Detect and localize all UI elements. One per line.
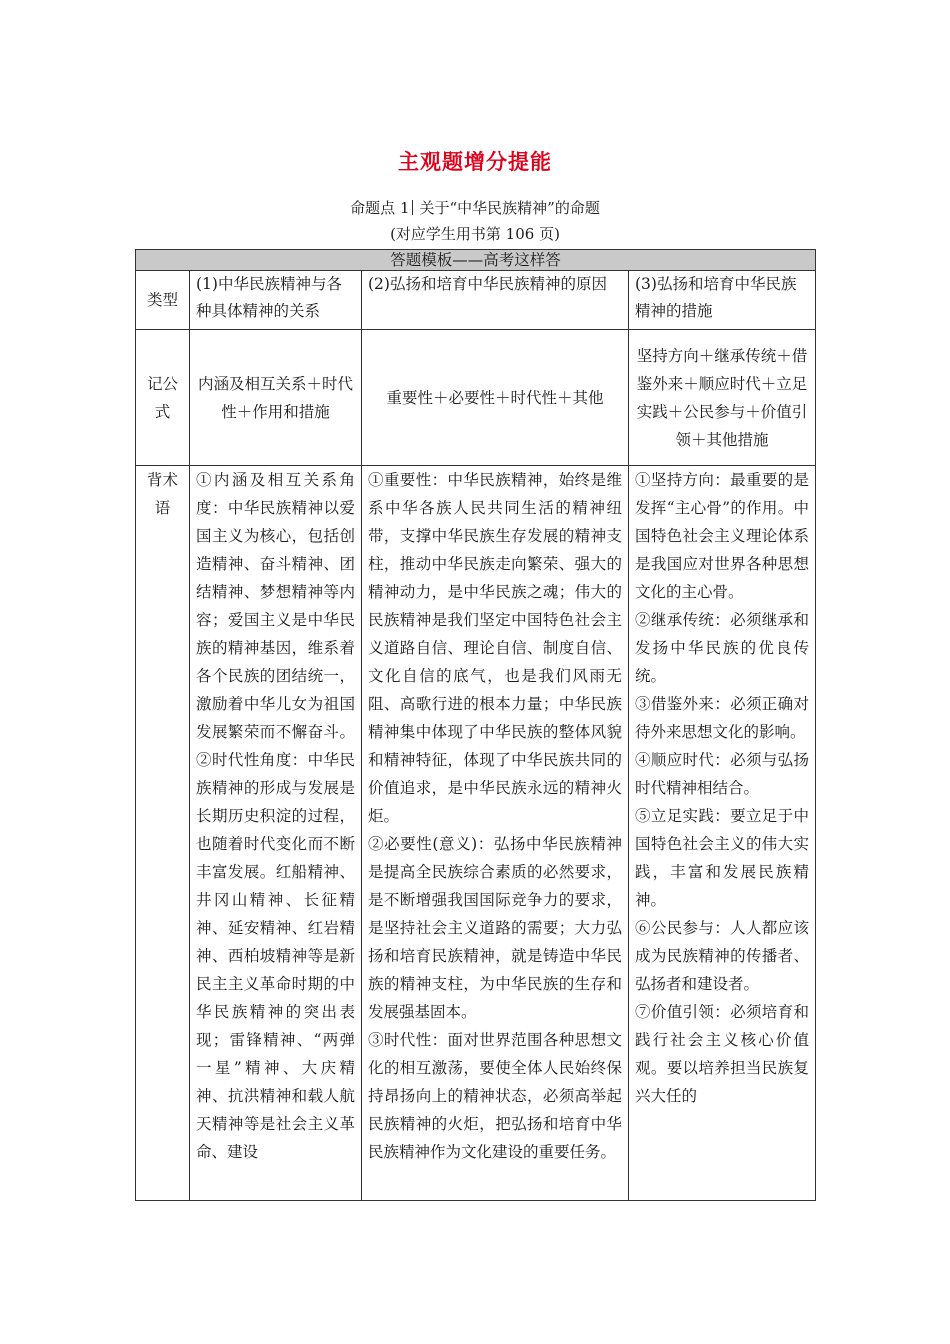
page-reference: (对应学生用书第 106 页) [390, 225, 560, 243]
recite-text-2: ①重要性：中华民族精神，始终是维系中华各族人民共同生活的精神纽带，支撑中华民族生存发展的精神支柱，推动中华民族走向繁荣、强大的精神动力，是中华民族之魂；伟大的民族精神是我们坚定中国特色社会主义道路自信、理论自信、制度自信、文化自信的底气，也是我们风雨无阻、高歌行进的根本力量；中华民族精神集中体现了中华民族的整体风貌和精神特征，体现了中华民族共同的价值追求，是中华民族永远的精神火炬。 ②必要性(意义)：弘扬中华民族精神是提高全民族综合素质的必然要求，是不断增强我国国际竞争力的要求，是坚持社会主义道路的需要；大力弘扬和培育民族精神，就是铸造中华民族的精神支柱，为中华民族的生存和发展强基固本。 ③时代性：面对世界范围各种思想文化的相互激荡，要使全体人民始终保持昂扬向上的精神状态，必须高举起民族精神的火炬，把弘扬和培育中华民族精神作为文化建设的重要任务。 [368, 471, 622, 1161]
type-cell-2: (2)弘扬和培育中华民族精神的原因 [362, 271, 629, 330]
formula-row [136, 330, 816, 466]
page-title: 主观题增分提能 [398, 149, 552, 174]
type-row [136, 271, 816, 330]
recite-cell-3 [629, 466, 816, 1201]
recite-cell-1 [190, 466, 362, 1201]
recite-cell-2 [362, 466, 629, 1201]
type-cell-1: (1)中华民族精神与各种具体精神的关系 [190, 271, 362, 330]
question-point-heading [0, 197, 950, 218]
formula-cell-1: 内涵及相互关系＋时代性＋作用和措施 [190, 330, 362, 466]
type-cell-3: (3)弘扬和培育中华民族精神的措施 [629, 271, 816, 330]
table-banner-row [136, 250, 816, 271]
answer-template-table [135, 249, 816, 1201]
row-label-recite: 背术语 [136, 466, 190, 1201]
table-banner: 答题模板——高考这样答 [136, 250, 816, 271]
row-label-formula: 记公式 [136, 330, 190, 466]
row-label-type: 类型 [136, 271, 190, 330]
question-point-topic: 关于“中华民族精神”的命题 [419, 199, 600, 217]
question-point-label: 命题点 1 [350, 199, 410, 217]
recite-row [136, 466, 816, 1201]
divider [412, 200, 413, 215]
recite-text-3: ①坚持方向：最重要的是发挥“主心骨”的作用。中国特色社会主义理论体系是我国应对世界各种思想文化的主心骨。 ②继承传统：必须继承和发扬中华民族的优良传统。 ③借鉴外来：必须正确对待外来思想文化的影响。 ④顺应时代：必须与弘扬时代精神相结合。 ⑤立足实践：要立足于中国特色社会主义的伟大实践，丰富和发展民族精神。 ⑥公民参与：人人都应该成为民族精神的传播者、弘扬者和建设者。 ⑦价值引领：必须培育和践行社会主义核心价值观。要以培养担当民族复兴大任的 [635, 471, 810, 1105]
formula-cell-2: 重要性＋必要性＋时代性＋其他 [362, 330, 629, 466]
recite-text-1: ①内涵及相互关系角度：中华民族精神以爱国主义为核心，包括创造精神、奋斗精神、团结精神、梦想精神等内容；爱国主义是中华民族的精神基因，维系着各个民族的团结统一，激励着中华儿女为祖国发展繁荣而不懈奋斗。②时代性角度：中华民族精神的形成与发展是长期历史积淀的过程，也随着时代变化而不断丰富发展。红船精神、井冈山精神、长征精神、延安精神、红岩精神、西柏坡精神等是新民主主义革命时期的中华民族精神的突出表现；雷锋精神、“两弹一星”精神、大庆精神、抗洪精神和载人航天精神等是社会主义革命、建设 [196, 471, 355, 1161]
formula-cell-3: 坚持方向＋继承传统＋借鉴外来＋顺应时代＋立足实践＋公民参与＋价值引领＋其他措施 [629, 330, 816, 466]
